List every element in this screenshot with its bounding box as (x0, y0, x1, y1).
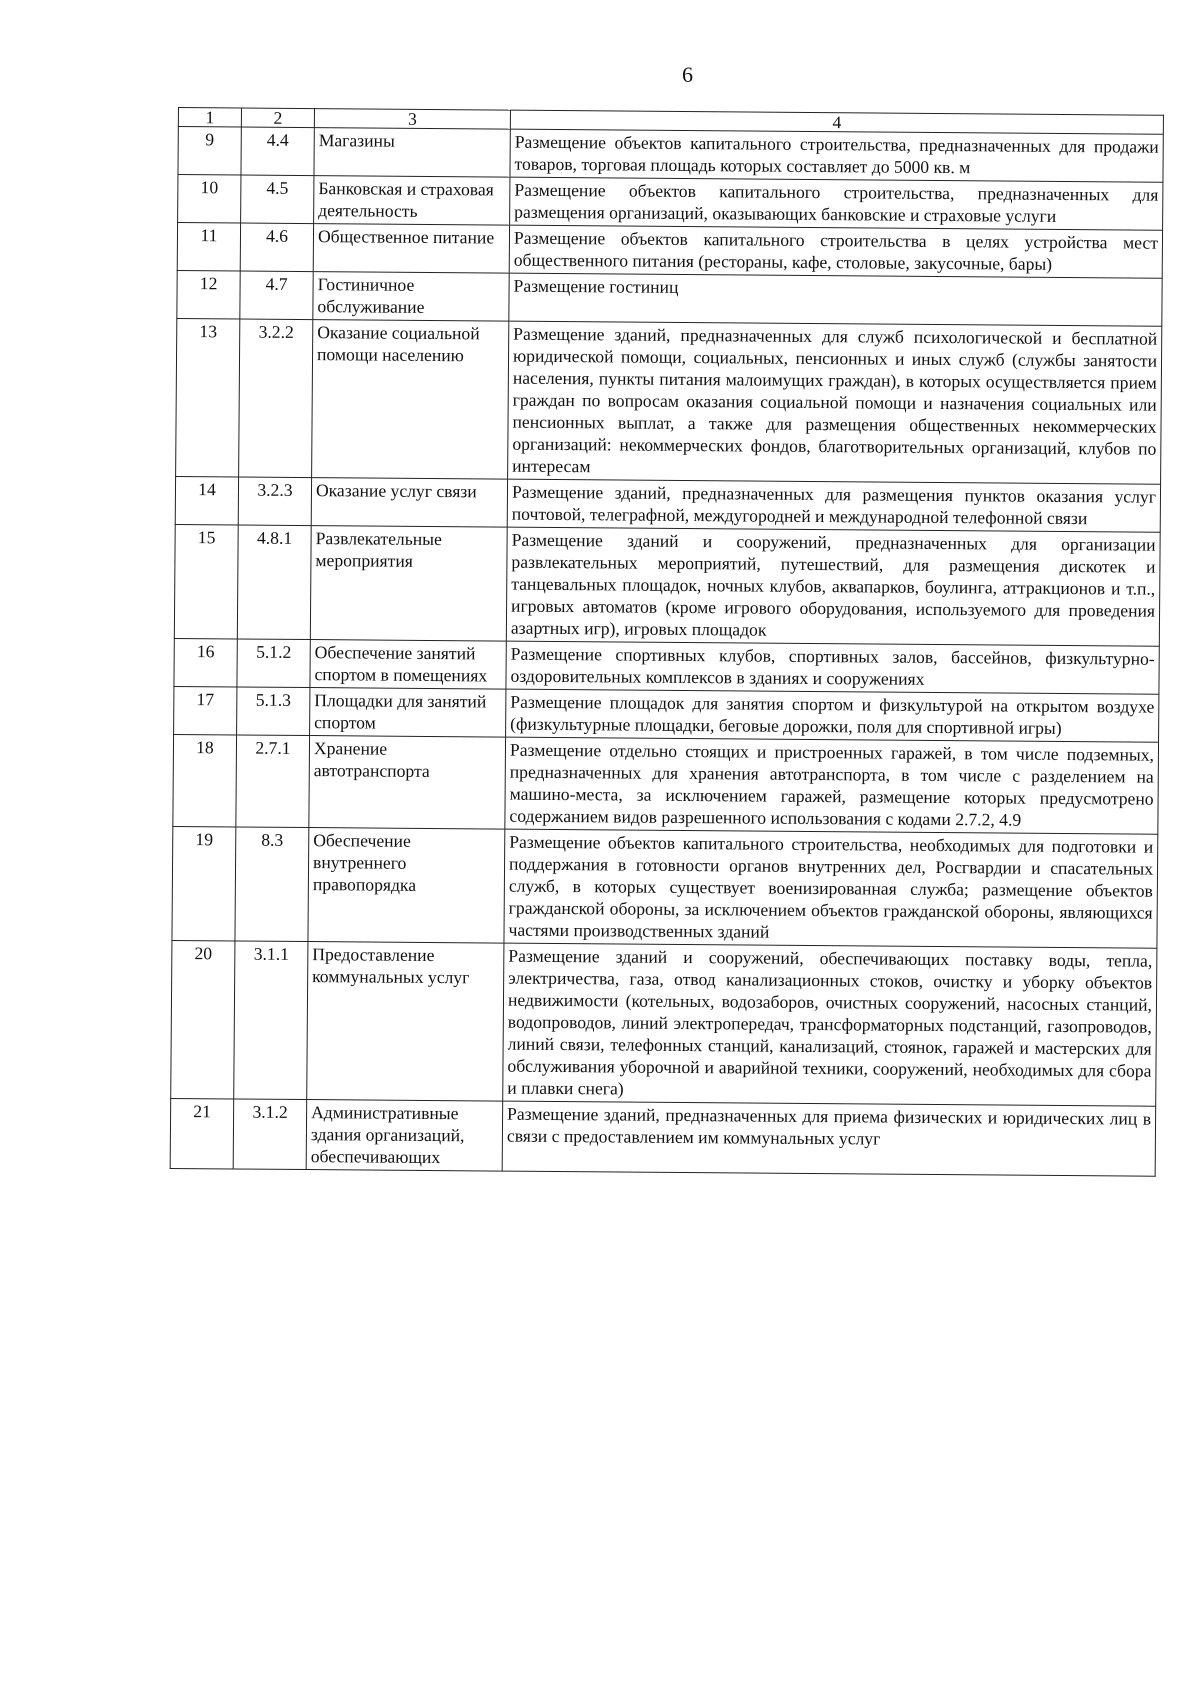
land-use-table (170, 107, 1164, 1177)
row-description: Размещение объектов капитального строительства, необходимых для подготовки и поддержания в готовности органов внутренних дел, Росгвардии и спасательных служб, в которых существует военизированная служба; размещение объектов гражданской обороны, за исключением объектов гражданской обороны, являющихся частями производственных зданий (504, 829, 1158, 948)
row-code: 8.3 (235, 827, 309, 942)
row-number: 10 (178, 175, 241, 223)
row-description: Размещение гостиниц (509, 273, 1162, 326)
row-number: 21 (170, 1098, 234, 1168)
row-code: 3.1.2 (233, 1099, 307, 1170)
row-code: 2.7.1 (236, 735, 310, 828)
row-number: 19 (172, 826, 236, 940)
header-col-1: 1 (178, 108, 241, 127)
row-code: 4.8.1 (237, 525, 311, 640)
row-number: 11 (177, 223, 240, 271)
row-number: 15 (174, 524, 238, 638)
row-description: Размещение зданий, предназначенных для размещения пунктов оказания услуг почтовой, телеграфной, междугородней и международной телефонной связи (507, 479, 1160, 532)
table-row (178, 127, 1163, 183)
row-description: Размещение зданий и сооружений, предназначенных для организации развлекательных мероприятий, путешествий, для размещения дискотек и танцевальных площадок, ночных клубов, аквапарков, боулинга, аттракционов и т.п., игровых автоматов (кроме игрового оборудования, используемого для проведения азартных игр), игровых площадок (506, 527, 1160, 646)
row-description: Размещение зданий, предназначенных для служб психологической и бесплатной юридической помощи, социальных, пенсионных и иных служб (службы занятости населения, пункты питания малоимущих граждан), в которых осуществляется прием граждан по вопросам оказания социальной помощи и назначения социальных или пенсионных выплат, а также для размещения общественных некоммерческих организаций: некоммерческих фондов, благотворительных организаций, клубов по интересам (508, 321, 1162, 484)
row-description: Размещение объектов капитального строительства в целях устройства мест общественного питания (рестораны, кафе, столовые, закусочные, бары) (509, 225, 1162, 278)
row-number: 9 (178, 127, 241, 175)
row-number: 16 (174, 638, 237, 686)
row-code: 5.1.2 (237, 639, 310, 688)
header-col-4: 4 (510, 110, 1163, 134)
row-code: 5.1.3 (237, 687, 310, 736)
table-row (174, 524, 1160, 646)
row-code: 4.4 (241, 127, 314, 176)
row-description: Размещение объектов капитального строительства, предназначенных для продажи товаров, торговая площадь которых составляет до 5000 кв. м (510, 129, 1163, 182)
row-number: 17 (174, 686, 237, 734)
row-name: Обеспечение внутреннего правопорядка (308, 828, 505, 944)
row-description: Размещение отдельно стоящих и пристроенных гаражей, в том числе подземных, предназначенных для хранения автотранспорта, в том числе с разделением на машино-места, за исключением гаражей, размещение которых предусмотрено содержанием видов разрешенного использования с кодами 2.7.2, 4.9 (505, 737, 1159, 834)
table-row (174, 638, 1159, 694)
table-row (176, 318, 1162, 484)
header-col-3: 3 (314, 109, 510, 130)
table-row (173, 734, 1159, 834)
row-code: 4.7 (240, 271, 313, 320)
row-number: 18 (173, 734, 237, 826)
table-row (171, 940, 1157, 1106)
header-col-2: 2 (241, 108, 314, 128)
row-name: Развлекательные мероприятия (310, 526, 507, 642)
row-code: 3.2.3 (238, 477, 311, 526)
row-description: Размещение объектов капитального строительства, предназначенных для размещения организаций, оказывающих банковские и страховые услуги (510, 177, 1163, 230)
row-name: Гостиничное обслуживание (313, 272, 509, 322)
table-row (175, 476, 1160, 532)
table-row (177, 270, 1162, 326)
row-name: Оказание услуг связи (311, 478, 507, 528)
row-name: Хранение автотранспорта (309, 736, 506, 830)
page-number: 6 (682, 62, 693, 87)
row-name: Магазины (314, 128, 510, 178)
row-name: Общественное питание (313, 224, 509, 274)
row-code: 4.5 (241, 175, 314, 224)
row-name: Предоставление коммунальных услуг (307, 942, 504, 1102)
row-description: Размещение зданий, предназначенных для приема физических и юридических лиц в связи с предоставлением им коммунальных услуг (502, 1101, 1156, 1176)
table-row (170, 1098, 1156, 1176)
table-row (172, 826, 1158, 948)
row-description: Размещение спортивных клубов, спортивных залов, бассейнов, физкультурно-оздоровительных комплексов в зданиях и сооружениях (506, 641, 1159, 694)
row-name: Обеспечение занятий спортом в помещениях (310, 640, 506, 690)
row-code: 3.1.1 (234, 941, 308, 1100)
row-number: 14 (175, 476, 238, 524)
row-code: 4.6 (240, 223, 313, 272)
table-row (178, 175, 1163, 231)
row-name: Административные здания организаций, обеспечивающих (306, 1100, 503, 1172)
table-row (174, 686, 1159, 742)
row-number: 20 (171, 940, 235, 1098)
row-number: 12 (177, 270, 240, 318)
row-description: Размещение площадок для занятия спортом и физкультурой на открытом воздухе (физкультурные площадки, беговые дорожки, поля для спортивной игры) (506, 689, 1159, 742)
row-description: Размещение зданий и сооружений, обеспечивающих поставку воды, тепла, электричества, газа, отвод канализационных стоков, очистку и уборку объектов недвижимости (котельных, водозаборов, очистных сооружений, насосных станций, водопроводов, линий электропередач, трансформаторных подстанций, газопроводов, линий связи, телефонных станций, канализаций, стоянок, гаражей и мастерских для обслуживания уборочной и аварийной техники, сооружений, необходимых для сбора и плавки снега) (503, 943, 1157, 1106)
table-body (170, 127, 1163, 1177)
row-code: 3.2.2 (239, 319, 313, 478)
row-name: Банковская и страховая деятельность (314, 176, 510, 226)
table-row (177, 223, 1162, 279)
row-name: Оказание социальной помощи населению (312, 320, 509, 480)
row-number: 13 (176, 318, 240, 476)
row-name: Площадки для занятий спортом (310, 688, 506, 738)
